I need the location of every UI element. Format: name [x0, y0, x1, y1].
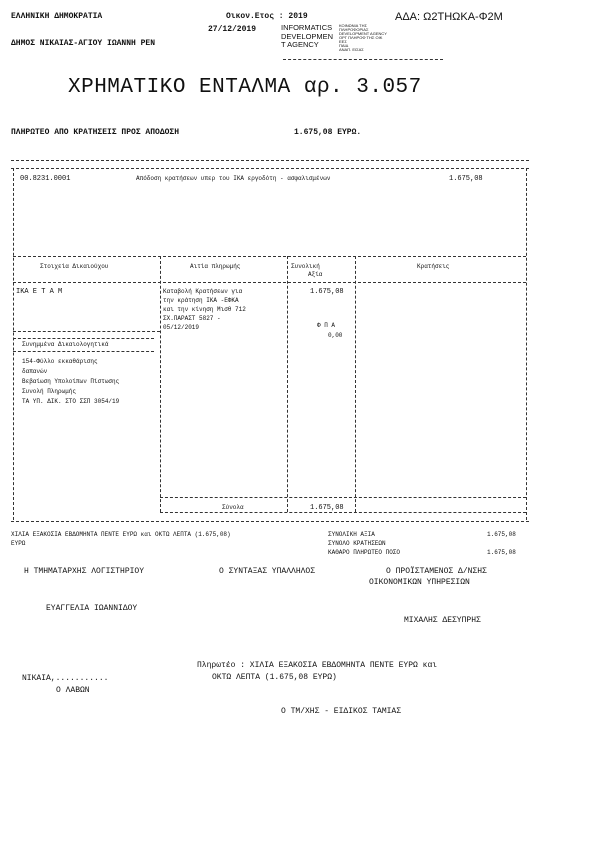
reason-line: Καταβολή Κρατήσεων για [163, 288, 243, 295]
supporting-docs-list [22, 357, 119, 407]
column-divider [287, 256, 288, 512]
frame-line [13, 168, 14, 520]
account-code: 00.8231.0001 [20, 175, 71, 183]
frame-bottom-line [11, 521, 529, 522]
logo-small-line: ΠΑΙΔ [339, 43, 349, 48]
treasurer-label: Ο ΤΜ/ΧΗΣ - ΕΙΔΙΚΟΣ ΤΑΜΙΑΣ [281, 707, 402, 716]
column-divider [355, 256, 356, 512]
header-deductions: Κρατήσεις [417, 263, 450, 270]
logo-small-line: ΠΛΗΡΟΦΟΡΙΑΣ [339, 27, 369, 32]
fiscal-year: Οικον.Ετος : 2019 [226, 12, 308, 21]
logo-line: T AGENCY [281, 40, 319, 49]
beneficiary-name: ΙΚΑ Ε Τ Α Μ [16, 288, 63, 296]
payable-words-2: ΟΚΤΩ ΛΕΠΤΑ (1.675,08 ΕΥΡΩ) [212, 673, 337, 682]
fpa-label: Φ Π Α [317, 322, 336, 329]
totals-top-line [160, 497, 526, 498]
reason-line: την κράτηση ΙΚΑ -ΕΦΚΑ [163, 297, 239, 304]
payable-amount: 1.675,08 ΕΥΡΩ. [294, 128, 362, 137]
frame-line [11, 168, 529, 169]
logo-small-line: ΟΡΓ ΠΛΗΡΟΦ ΤΗΣ ΟΙΚ [339, 35, 383, 40]
issue-date: 27/12/2019 [208, 25, 257, 34]
payable-label: ΠΛΗΡΩΤΕΟ ΑΠΟ ΚΡΑΤΗΣΕΙΣ ΠΡΟΣ ΑΠΟΔΟΣΗ [11, 128, 180, 137]
table-header-bottom [13, 282, 526, 283]
supporting-doc-item: 154-Φύλλο εκκαθάρισης [22, 358, 98, 365]
supporting-doc-item: Συνολή Πληρωμής [22, 388, 77, 395]
totals-bottom-line [160, 512, 526, 513]
frame-line [526, 168, 527, 520]
frame-line [11, 160, 529, 161]
total-value-cell: 1.675,08 [310, 288, 344, 296]
summary-net-value: 1.675,08 [487, 549, 516, 556]
reason-line: ΣΧ.ΠΑΡΑΣΤ 5827 - [163, 315, 221, 322]
sig-head-accounting: Η ΤΜΗΜΑΤΑΡΧΗΣ ΛΟΓΙΣΤΗΡΙΟΥ [24, 567, 145, 576]
table-header-top [13, 256, 526, 257]
director-name: ΜΙΧΑΛΗΣ ΔΕΣΥΠΡΗΣ [404, 616, 481, 625]
totals-label: Σύνολα [222, 504, 244, 511]
beneficiary-divider [13, 331, 160, 332]
header-reason: Αιτία πληρωμής [190, 263, 241, 270]
amount-in-words-2: ΕΥΡΩ [11, 540, 26, 547]
sig-director-2: ΟΙΚΟΝΟΜΙΚΩΝ ΥΠΗΡΕΣΙΩΝ [369, 578, 470, 587]
supporting-doc-item: δαπανών [22, 368, 48, 375]
fpa-value: 0,00 [328, 332, 343, 339]
municipality-label: ΔΗΜΟΣ ΝΙΚΑΙΑΣ-ΑΓΙΟΥ ΙΩΑΝΝΗ ΡΕΝ [11, 39, 156, 48]
payment-reason [163, 287, 246, 332]
docs-divider-bottom [13, 351, 154, 352]
sig-drafter: Ο ΣΥΝΤΑΞΑΣ ΥΠΑΛΛΗΛΟΣ [219, 567, 316, 576]
agency-logo [281, 24, 333, 50]
header-divider [283, 59, 443, 60]
header-beneficiary: Στοιχεία Δικαιούχου [40, 263, 109, 270]
logo-small-line: ΕΕΣ [339, 39, 347, 44]
reason-line: 05/12/2019 [163, 324, 200, 331]
account-description: Απόδοση κρατήσεων υπερ του ΙΚΑ εργοδότη - ασφαλισμένων [136, 175, 331, 182]
header-total-value: Συνολική [291, 263, 320, 270]
totals-value: 1.675,08 [310, 504, 344, 512]
supporting-doc-item: ΤΑ ΥΠ. ΔΙΚ. ΣΤΟ ΣΣΠ 3054/19 [22, 398, 120, 405]
supporting-doc-item: Βεβαίωση Υπολοίπων Πίστωσης [22, 378, 120, 385]
summary-deductions-label: ΣΥΝΟΛΟ ΚΡΑΤΗΣΕΩΝ [328, 540, 386, 547]
summary-total-label: ΣΥΝΟΛΙΚΗ ΑΞΙΑ [328, 531, 375, 538]
summary-total-value: 1.675,08 [487, 531, 516, 538]
logo-small-line: ΚΟΙΝΩΝΙΑ ΤΗΣ [339, 23, 367, 28]
logo-small-line: ΑΝΑΠ. ΕΙΣΑΣ [339, 47, 364, 52]
column-divider [160, 256, 161, 512]
logo-line: INFORMATICS [281, 23, 333, 32]
amount-in-words: ΧΙΛΙΑ ΕΞΑΚΟΣΙΑ ΕΒΔΟΜΗΝΤΑ ΠΕΝΤΕ ΕΥΡΩ και ΟΚΤΩ ΛΕΠΤΑ (1.675,08) [11, 531, 231, 538]
reason-line: και την κίνηση Μισθ 712 [163, 306, 246, 313]
supporting-docs-label: Συνημμένα Δικαιολογητικά [22, 341, 109, 348]
receiver-label: Ο ΛΑΒΩΝ [56, 686, 90, 695]
account-amount: 1.675,08 [449, 175, 483, 183]
agency-logo-small-text [339, 24, 387, 52]
ada-code: ΑΔΑ: Ω2ΤΗΩΚΑ-Φ2Μ [395, 11, 503, 23]
head-accounting-name: ΕΥΑΓΓΕΛΙΑ ΙΩΑΝΝΙΔΟΥ [46, 604, 138, 613]
summary-net-label: ΚΑΘΑΡΟ ΠΛΗΡΩΤΕΟ ΠΟΣΟ [328, 549, 401, 556]
logo-line: DEVELOPMEN [281, 31, 334, 41]
sig-director-1: Ο ΠΡΟΪΣΤΑΜΕΝΟΣ Δ/ΝΣΗΣ [386, 567, 487, 576]
payable-words-1: Πληρωτέο : ΧΙΛΙΑ ΕΞΑΚΟΣΙΑ ΕΒΔΟΜΗΝΤΑ ΠΕΝΤΕ ΕΥΡΩ και [197, 661, 438, 670]
payment-place: ΝΙΚΑΙΑ,........... [22, 674, 109, 683]
logo-small-line: DEVELOPMENT AGENCY [339, 31, 387, 36]
document-title: ΧΡΗΜΑΤΙΚΟ ΕΝΤΑΛΜΑ αρ. 3.057 [68, 76, 422, 99]
header-total-value-2: Αξία [308, 271, 323, 278]
republic-label: ΕΛΛΗΝΙΚΗ ΔΗΜΟΚΡΑΤΙΑ [11, 12, 103, 21]
docs-divider-top [13, 338, 154, 339]
